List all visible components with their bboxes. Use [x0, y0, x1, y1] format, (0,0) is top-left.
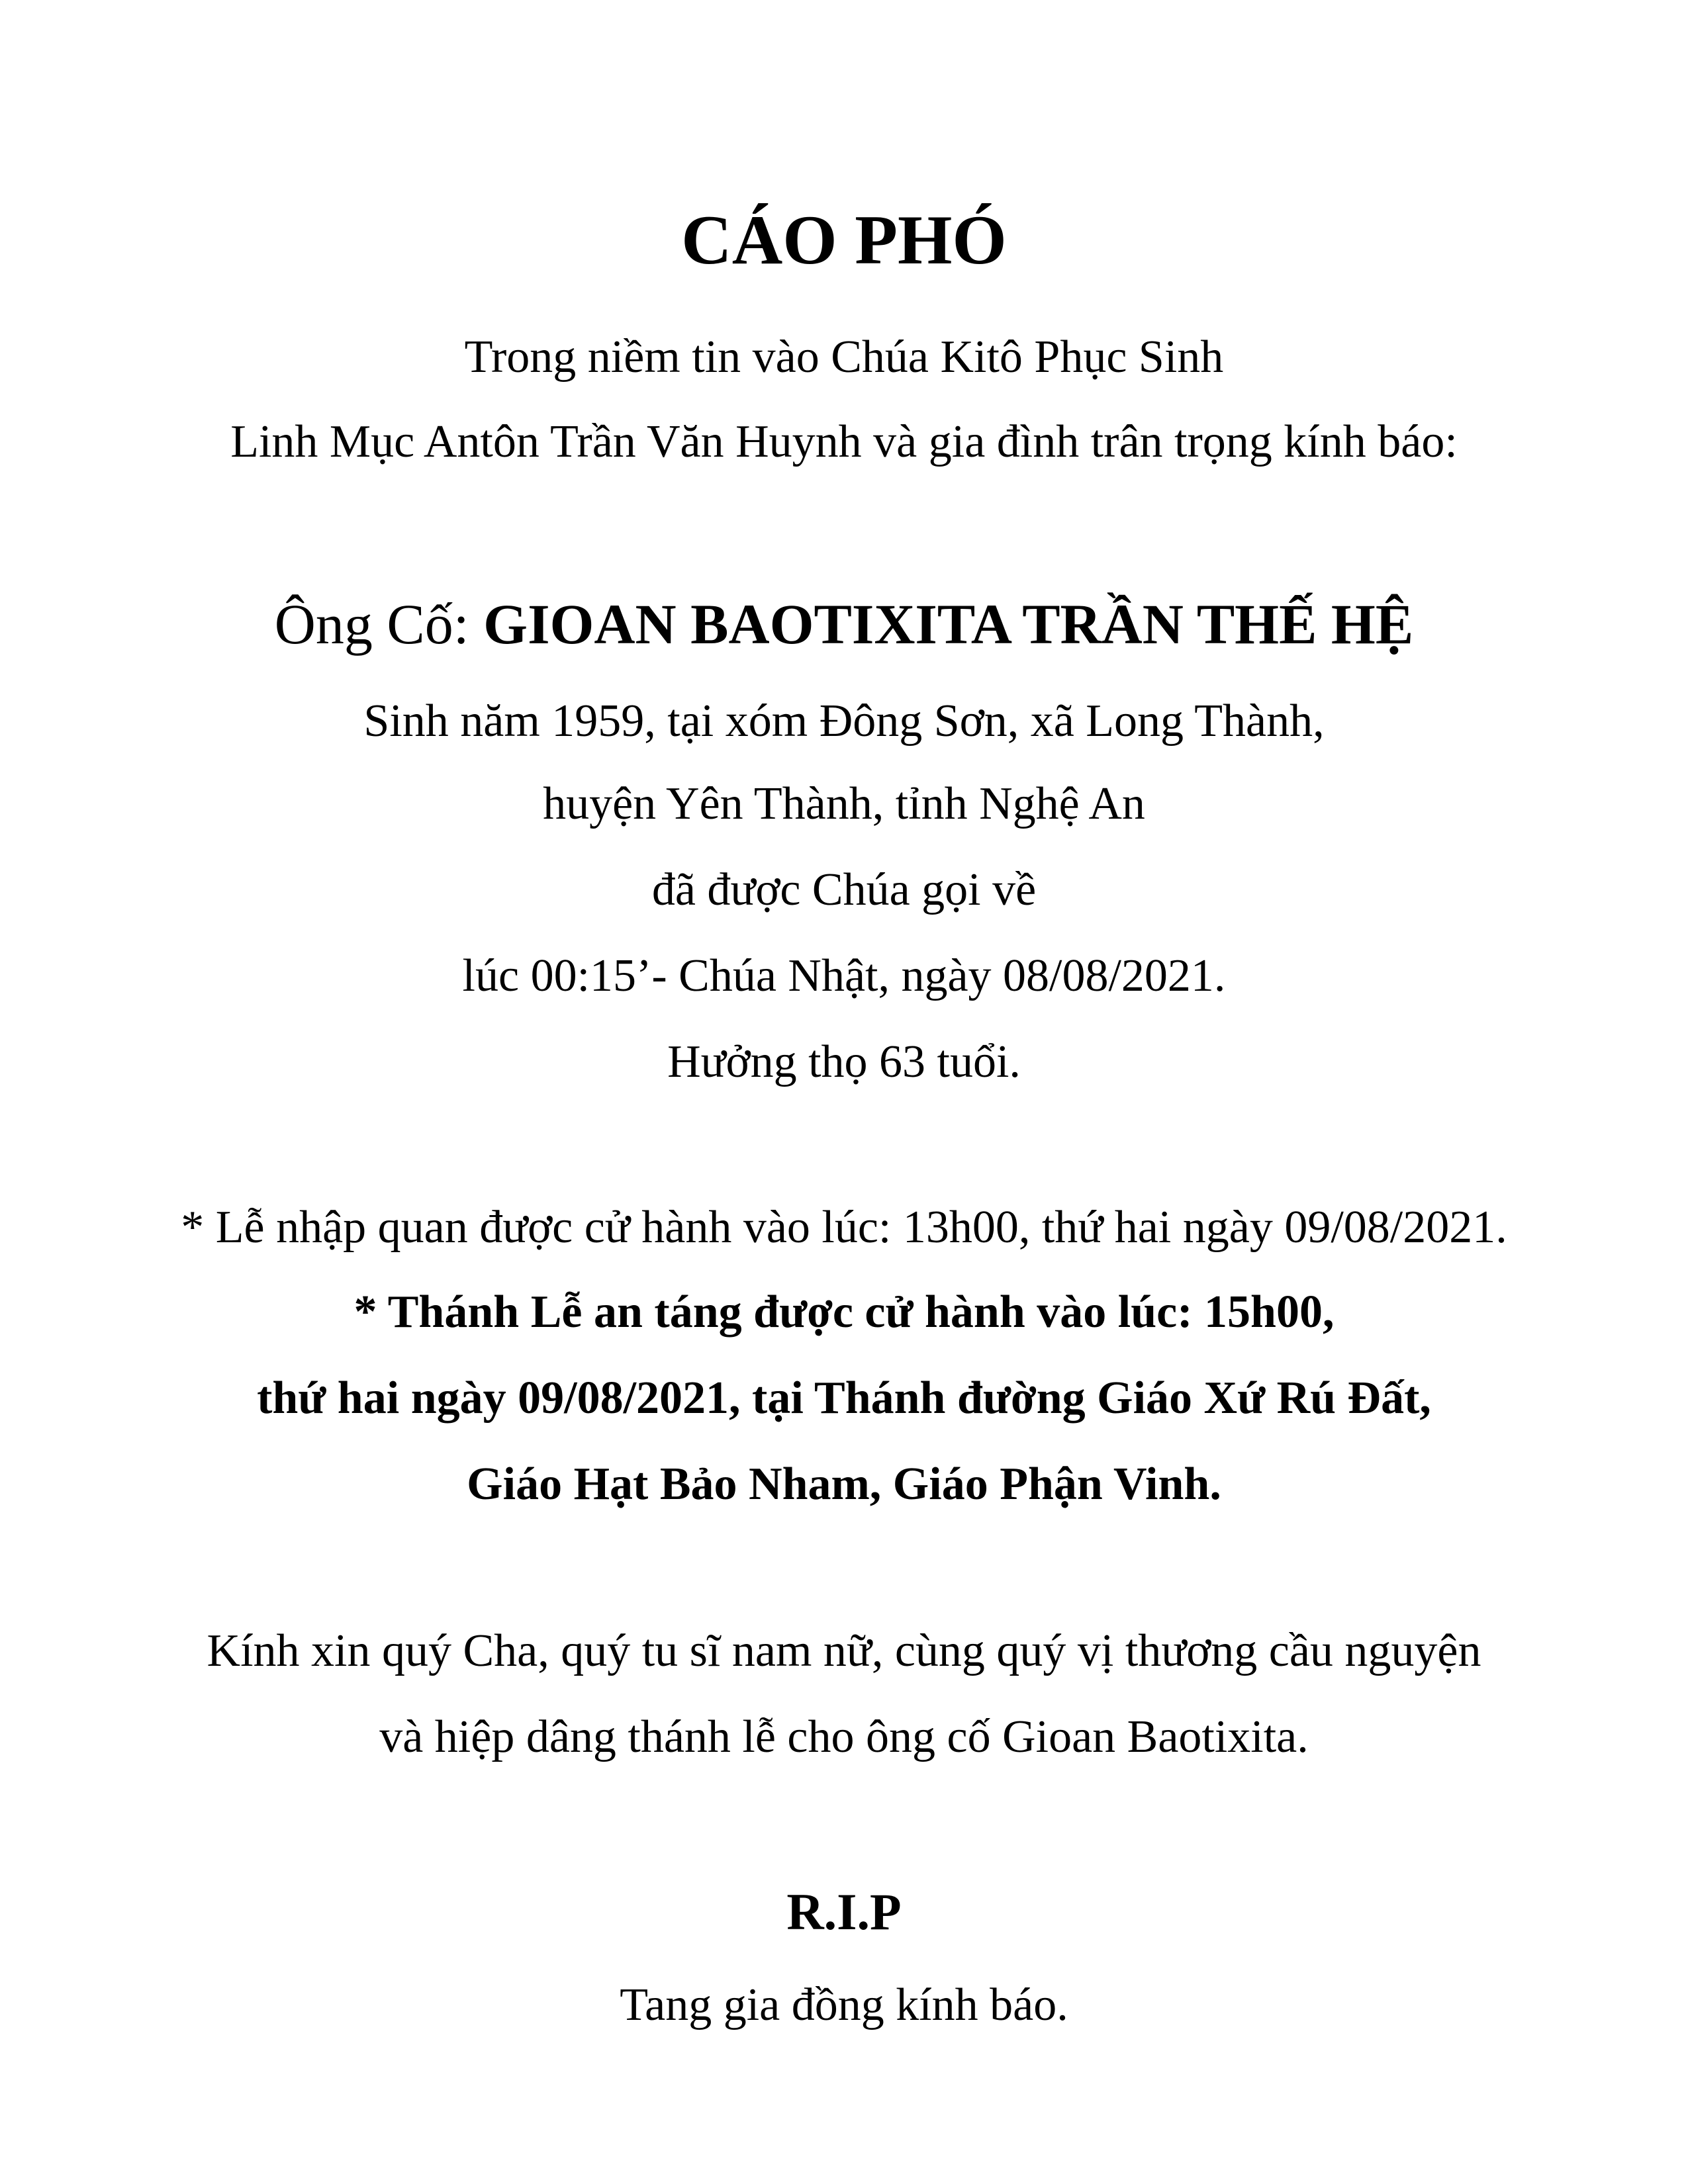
death-time-line: lúc 00:15’- Chúa Nhật, ngày 08/08/2021.	[462, 950, 1226, 1001]
intro-line-announcer: Linh Mục Antôn Trần Văn Huynh và gia đình trân trọng kính báo:	[230, 416, 1458, 467]
encoffining-schedule: * Lễ nhập quan được cử hành vào lúc: 13h00, thứ hai ngày 09/08/2021.	[181, 1202, 1507, 1253]
prayer-request-line-2: và hiệp dâng thánh lễ cho ông cố Gioan Baotixita.	[379, 1711, 1309, 1762]
birth-line: Sinh năm 1959, tại xóm Đông Sơn, xã Long Thành,	[363, 696, 1325, 747]
rip-heading: R.I.P	[786, 1883, 902, 1940]
funeral-mass-line-1: * Thánh Lễ an táng được cử hành vào lúc: 15h00,	[353, 1287, 1335, 1338]
prayer-request-line-1: Kính xin quý Cha, quý tu sĩ nam nữ, cùng quý vị thương cầu nguyện	[207, 1625, 1481, 1676]
funeral-mass-line-3: Giáo Hạt Bảo Nham, Giáo Phận Vinh.	[467, 1459, 1221, 1510]
funeral-mass-line-2: thứ hai ngày 09/08/2021, tại Thánh đường Giáo Xứ Rú Đất,	[257, 1373, 1431, 1424]
age-line: Hưởng thọ 63 tuổi.	[667, 1036, 1021, 1087]
notice-title: CÁO PHÓ	[681, 201, 1007, 279]
deceased-prefix: Ông Cố:	[274, 592, 484, 656]
closing-line: Tang gia đồng kính báo.	[620, 1979, 1068, 2030]
deceased-name: GIOAN BAOTIXITA TRẦN THẾ HỆ	[483, 592, 1414, 656]
deceased-heading	[0, 592, 1688, 656]
intro-line-faith: Trong niềm tin vào Chúa Kitô Phục Sinh	[464, 332, 1224, 383]
called-home-line: đã được Chúa gọi về	[651, 864, 1037, 915]
birthplace-line: huyện Yên Thành, tỉnh Nghệ An	[543, 778, 1145, 829]
